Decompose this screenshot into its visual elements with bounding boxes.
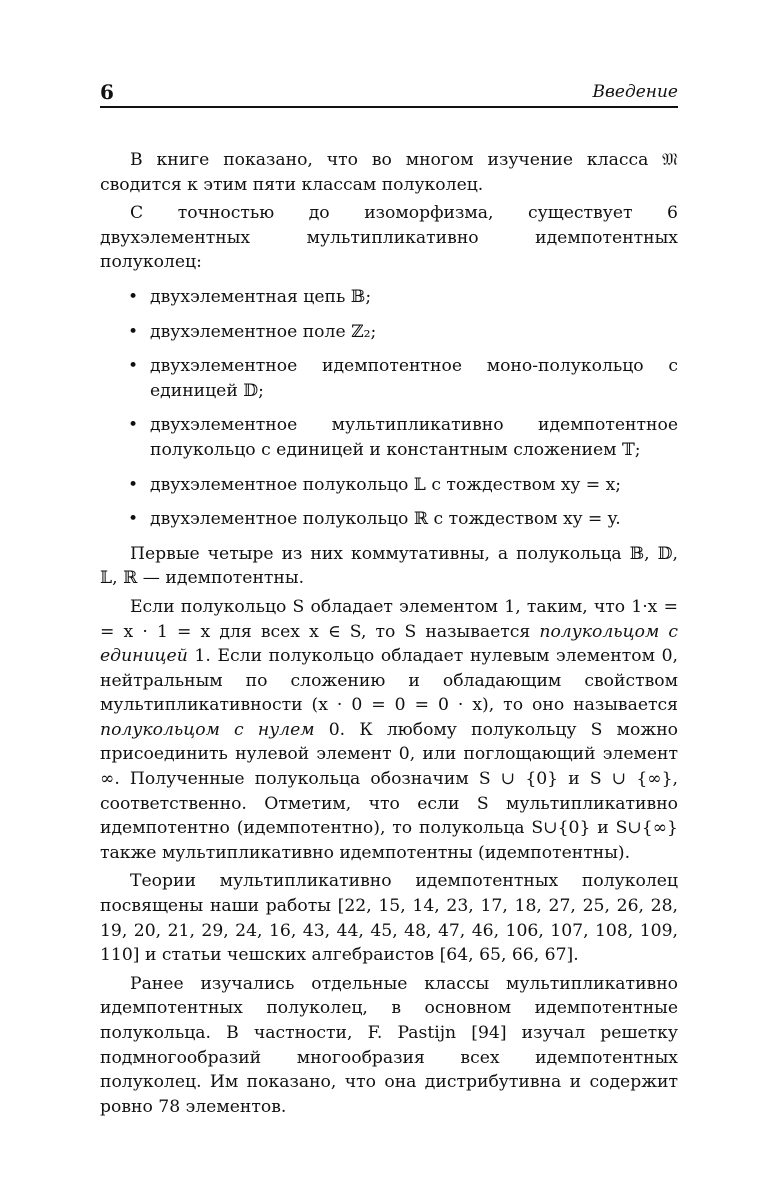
paragraph: Первые четыре из них коммутативны, а полукольца 𝔹, 𝔻, 𝕃, ℝ — идемпотентны. <box>100 543 678 589</box>
list-item: • двухэлементное идемпотентное моно-полукольцо с единицей 𝔻; <box>128 356 678 401</box>
list-item: • двухэлементная цепь 𝔹; <box>100 285 678 310</box>
list-item: • двухэлементное мультипликативно идемпотентное полукольцо с единицей и константным сложением 𝕋; <box>128 415 678 460</box>
paragraph: В книге показано, что во многом изучение класса 𝔐 сводится к этим пяти классам полуколец. <box>100 150 678 195</box>
term-zero: полукольцом с нулем <box>100 719 315 740</box>
paragraph: Ранее изучались отдельные классы мультипликативно идемпотентных полуколец, в основном идемпотентные полукольца. В частности, F. Pastijn [94] изучал решетку подмногообразий многообразия всех идемпотентных полуколец. Им показано, что она дистрибутивна и содержит ровно 78 элементов. <box>100 973 678 1117</box>
list-item: • двухэлементное полукольцо 𝕃 с тождеством xy = x; <box>100 473 678 498</box>
bullet-icon: • <box>128 286 139 307</box>
paragraph: С точностью до изоморфизма, существует 6 двухэлементных мультипликативно идемпотентных полуколец: <box>100 203 678 273</box>
header-rule <box>100 106 678 108</box>
list-item: • двухэлементное полукольцо ℝ с тождеством xy = y. <box>100 507 678 532</box>
semiring-list <box>100 285 678 532</box>
bullet-icon: • <box>128 321 139 342</box>
running-title: Введение <box>592 82 678 102</box>
page-header <box>100 80 678 106</box>
term-unit: полукольцом с единицей <box>100 621 678 667</box>
page-number: 6 <box>100 80 114 104</box>
list-item: • двухэлементное поле ℤ₂; <box>100 320 678 345</box>
paragraph: Теории мультипликативно идемпотентных полуколец посвящены наши работы [22, 15, 14, 23, 17, 18, 27, 25, 26, 28, 19, 20, 21, 29, 24, 16, 43, 44, 45, 48, 47, 46, 106, 107, 108, 109, 110] и статьи чешских алгебраистов [64, 65, 66, 67]. <box>100 871 678 966</box>
bullet-icon: • <box>128 509 139 530</box>
bullet-icon: • <box>128 474 139 495</box>
bullet-icon: • <box>128 356 139 377</box>
page-body <box>100 148 678 1123</box>
paragraph: Если полукольцо S обладает элементом 1, таким, что 1·x = = x · 1 = x для всех x ∈ S, то S называется полукольцом с единицей 1. Если полукольцо обладает нулевым элементом 0, нейтральным по сложению и обладающим свойством мультипликативности (x · 0 = 0 = 0 · x), то оно называется полукольцом с нулем 0. К любому полукольцу S можно присоединить нулевой элемент 0, или поглощающий элемент ∞. Полученные полукольца обозначим S ∪ {0} и S ∪ {∞}, соответственно. Отметим, что если S мультипликативно идемпотентно (идемпотентно), то полукольца S∪{0} и S∪{∞} также мультипликативно идемпотентны (идемпотентны). <box>100 596 678 863</box>
bullet-icon: • <box>128 415 139 436</box>
